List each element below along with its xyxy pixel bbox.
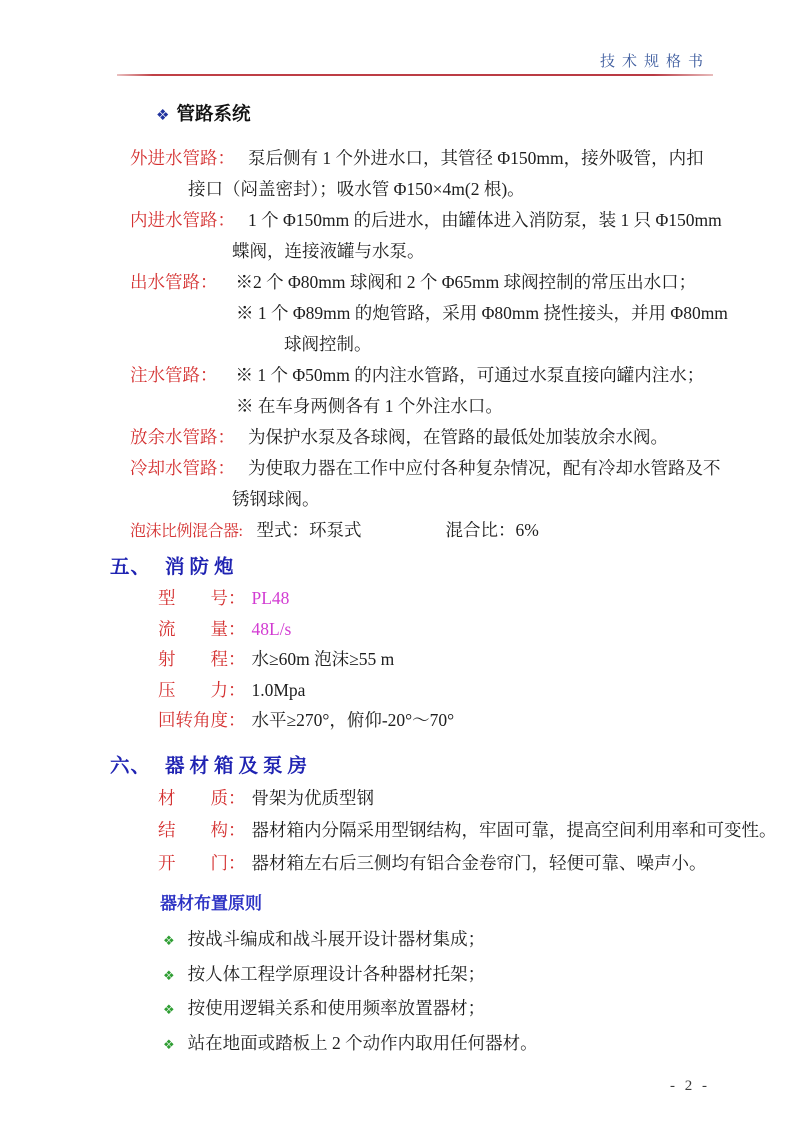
spec-colon: ： [228, 618, 246, 639]
bullet-diamond-icon: ❖ [163, 967, 175, 983]
section-title: 消防炮 [165, 557, 239, 578]
spec-label: 射程 [158, 649, 228, 669]
section6-specs [0, 782, 800, 880]
spec-row [0, 644, 800, 675]
page-number: - 2 - [670, 1078, 710, 1094]
piping-row [0, 453, 800, 484]
piping-line: 锈钢球阀。 [232, 489, 320, 509]
spec-row [0, 782, 800, 815]
piping-heading-label: 管路系统 [176, 105, 251, 125]
piping-label: 注水管路： [130, 365, 218, 385]
foam-mixer-label: 泡沫比例混合器: [130, 523, 243, 540]
piping-row [0, 143, 800, 174]
bullet-text: 按使用逻辑关系和使用频率放置器材； [187, 998, 486, 1018]
piping-label: 内进水管路： [130, 210, 235, 230]
spec-value: 骨架为优质型钢 [251, 787, 374, 808]
piping-line: ※ 1 个 Φ89mm 的炮管路，采用 Φ80mm 挠性接头，并用 Φ80mm [236, 303, 728, 323]
foam-mixer-type: 型式：环泵式 [256, 520, 362, 540]
piping-line: 接口（闷盖密封）；吸水管 Φ150×4m(2 根)。 [188, 179, 525, 199]
spec-colon: ： [228, 787, 246, 808]
section-heading-5 [0, 553, 800, 583]
spec-colon: ： [228, 588, 246, 608]
spec-value: 器材箱左右后三侧均有铝合金卷帘门，轻便可靠、噪声小。 [251, 852, 707, 873]
spec-label: 压力 [158, 679, 228, 700]
piping-line: ※ 在车身两侧各有 1 个外注水口。 [236, 396, 503, 416]
bullet-item [0, 923, 800, 958]
piping-line: 球阀控制。 [284, 334, 372, 354]
piping-row [0, 205, 800, 236]
piping-label: 出水管路： [130, 272, 218, 292]
spec-value: 水≥60m 泡沫≥55 m [251, 649, 395, 669]
spec-colon: ： [228, 820, 246, 840]
piping-line: 1 个 Φ150mm 的后进水，由罐体进入消防泵，装 1 只 Φ150mm [248, 210, 722, 230]
bullet-text: 站在地面或踏板上 2 个动作内取用任何器材。 [187, 1032, 538, 1053]
diamond-icon: ❖ [156, 108, 170, 124]
piping-row [0, 267, 800, 298]
bullet-item [0, 1027, 800, 1062]
piping-label: 冷却水管路： [130, 458, 235, 478]
bullet-diamond-icon: ❖ [163, 1036, 175, 1052]
spec-row [0, 675, 800, 706]
spec-label: 结构 [158, 820, 228, 840]
section-number: 五、 [110, 557, 152, 578]
section-number: 六、 [110, 755, 152, 777]
bullet-text: 按人体工程学原理设计各种器材托架； [187, 963, 486, 984]
spec-colon: ： [228, 679, 246, 700]
piping-row [0, 422, 800, 453]
spec-row [0, 847, 800, 880]
piping-line: 蝶阀，连接液罐与水泵。 [232, 241, 425, 261]
spec-label: 开门 [158, 852, 228, 873]
bullet-item [0, 992, 800, 1027]
foam-mixer-ratio: 混合比：6% [445, 520, 539, 540]
spec-value: 1.0Mpa [251, 679, 306, 700]
spec-value: 48L/s [251, 618, 292, 639]
piping-heading [0, 102, 800, 129]
spec-label: 流量 [158, 618, 228, 639]
bullet-text: 按战斗编成和战斗展开设计器材集成； [187, 929, 486, 949]
spec-colon: ： [228, 852, 246, 873]
spec-row [0, 705, 800, 736]
foam-mixer-row [0, 515, 800, 547]
piping-line: 为保护水泵及各球阀，在管路的最低处加装放余水阀。 [248, 427, 668, 447]
section-title: 器材箱及泵房 [165, 755, 313, 777]
document-content [0, 102, 800, 1061]
piping-row [0, 360, 800, 391]
spec-label: 材质 [158, 787, 228, 808]
piping-line: ※2 个 Φ80mm 球阀和 2 个 Φ65mm 球阀控制的常压出水口； [235, 272, 697, 292]
spec-colon: ： [228, 710, 246, 730]
section5-specs [0, 583, 800, 736]
spec-label: 型号 [158, 588, 228, 608]
principles-heading: 器材布置原则 [160, 894, 262, 913]
piping-line: 为使取力器在工作中应付各种复杂情况，配有冷却水管路及不 [248, 458, 721, 478]
piping-label: 放余水管路： [130, 427, 235, 447]
spec-value: PL48 [251, 588, 290, 608]
spec-value: 水平≥270°，俯仰-20°～70° [251, 710, 455, 730]
spec-row [0, 583, 800, 614]
piping-line: 泵后侧有 1 个外进水口，其管径 Φ150mm，接外吸管，内扣 [248, 148, 704, 168]
spec-row [0, 614, 800, 645]
spec-label: 回转角度 [158, 710, 228, 730]
bullet-diamond-icon: ❖ [163, 1002, 175, 1017]
bullet-diamond-icon: ❖ [163, 933, 175, 948]
bullet-item [0, 958, 800, 993]
piping-line: ※ 1 个 Φ50mm 的内注水管路，可通过水泵直接向罐内注水； [235, 365, 705, 385]
spec-value: 器材箱内分隔采用型钢结构，牢固可靠，提高空间利用率和可变性。 [251, 820, 777, 840]
section-heading-6 [0, 752, 800, 782]
spec-colon: ： [228, 649, 246, 669]
piping-label: 外进水管路： [130, 148, 235, 168]
header-title: 技术规格书 [600, 54, 711, 70]
header-rule [117, 74, 713, 76]
spec-row [0, 814, 800, 847]
